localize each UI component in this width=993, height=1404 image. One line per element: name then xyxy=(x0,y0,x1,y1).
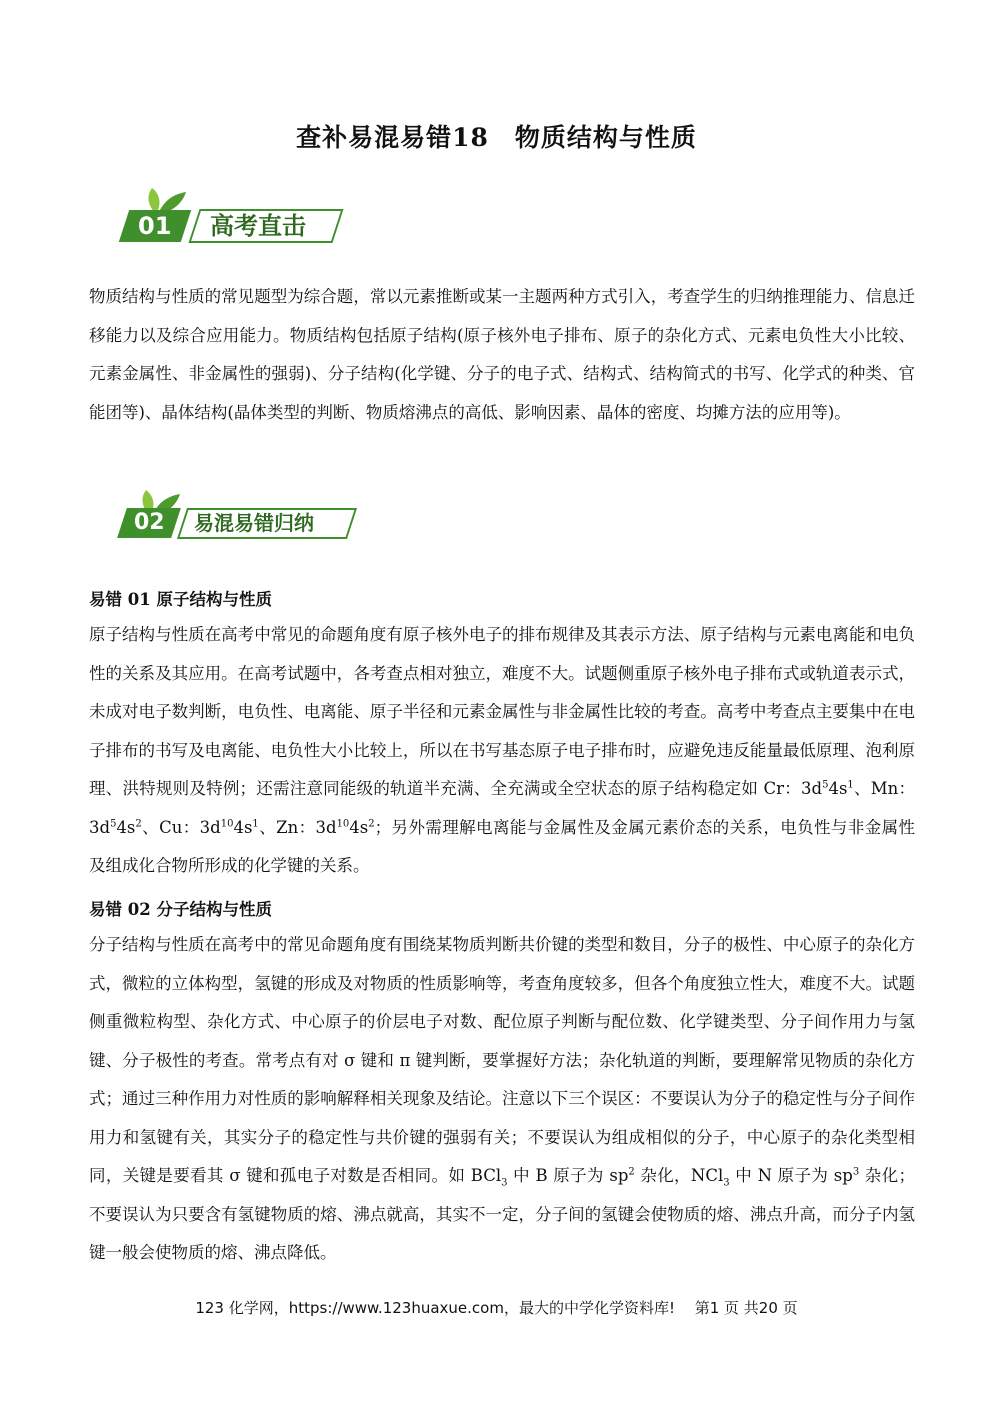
intro-paragraph: 物质结构与性质的常见题型为综合题，常以元素推断或某一主题两种方式引入，考查学生的归纳推理能力、信息迁移能力以及综合应用能力。物质结构包括原子结构(原子核外电子排布、原子的杂化方式、元素电负性大小比较、元素金属性、非金属性的强弱)、分子结构(化学键、分子的电子式、结构式、结构简式的书写、化学式的种类、官能团等)、晶体结构(晶体类型的判断、物质熔沸点的高低、影响因素、晶体的密度、均摊方法的应用等)。 xyxy=(89,287,915,422)
section-label: 易混易错归纳 xyxy=(194,511,314,535)
error-02-heading: 易错 02 分子结构与性质 xyxy=(89,900,272,919)
error-01-heading: 易错 01 原子结构与性质 xyxy=(89,590,272,609)
section-label: 高考直击 xyxy=(210,212,306,240)
section-number: 01 xyxy=(119,210,191,242)
error-02-paragraph: 分子结构与性质在高考中的常见命题角度有围绕某物质判断共价键的类型和数目，分子的极性、中心原子的杂化方式，微粒的立体构型，氢键的形成及对物质的性质影响等，考查角度较多，但各个角度独立性大，难度不大。试题侧重微粒构型、杂化方式、中心原子的价层电子对数、配位原子判断与配位数、化学键类型、分子间作用力与氢键、分子极性的考查。常考点有对 σ 键和 π 键判断，要掌握好方法；杂化轨道的判断，要理解常见物质的杂化方式；通过三种作用力对性质的影响解释相关现象及结论。注意以下三个误区：不要误认为分子的稳定性与分子间作用力和氢键有关，其实分子的稳定性与共价键的强弱有关；不要误认为组成相似的分子，中心原子的杂化类型相同，关键是要看其 σ 键和孤电子对数是否相同。如 BCl$_3$ 中 B 原子为 $sp^2$ 杂化，NCl$_3$ 中 N 原子为 $sp^3$ 杂化；不要误认为只要含有氢键物质的熔、沸点就高，其实不一定，分子间的氢键会使物质的熔、沸点升高，而分子内氢键一般会使物质的熔、沸点降低。 xyxy=(89,935,915,1262)
error-01-paragraph: 原子结构与性质在高考中常见的命题角度有原子核外电子的排布规律及其表示方法、原子结构与元素电离能和电负性的关系及其应用。在高考试题中，各考查点相对独立，难度不大。试题侧重原子核外电子排布式或轨道表示式，未成对电子数判断，电负性、电离能、原子半径和元素金属性与非金属性比较的考查。高考中考查点主要集中在电子排布的书写及电离能、电负性大小比较上，所以在书写基态原子电子排布时，应避免违反能量最低原理、泡利原理、洪特规则及特例；还需注意同能级的轨道半充满、全充满或全空状态的原子结构稳定如 Cr：$3d^54s^1$、Mn：$3d^54s^2$、Cu：$3d^{10}4s^1$、Zn：$3d^{10}4s^2$；另外需理解电离能与金属性及金属元素价态的关系，电负性与非金属性及组成化合物所形成的化学键的关系。 xyxy=(89,625,916,875)
page-footer: 123 化学网，https://www.123huaxue.com，最大的中学化学资料库! 第1 页 共20 页 xyxy=(195,1299,798,1317)
page-title: 查补易混易错18 物质结构与性质 xyxy=(296,123,697,152)
section-number: 02 xyxy=(117,508,181,538)
section-badge-2 xyxy=(118,488,358,548)
section-badge-1 xyxy=(118,186,348,246)
